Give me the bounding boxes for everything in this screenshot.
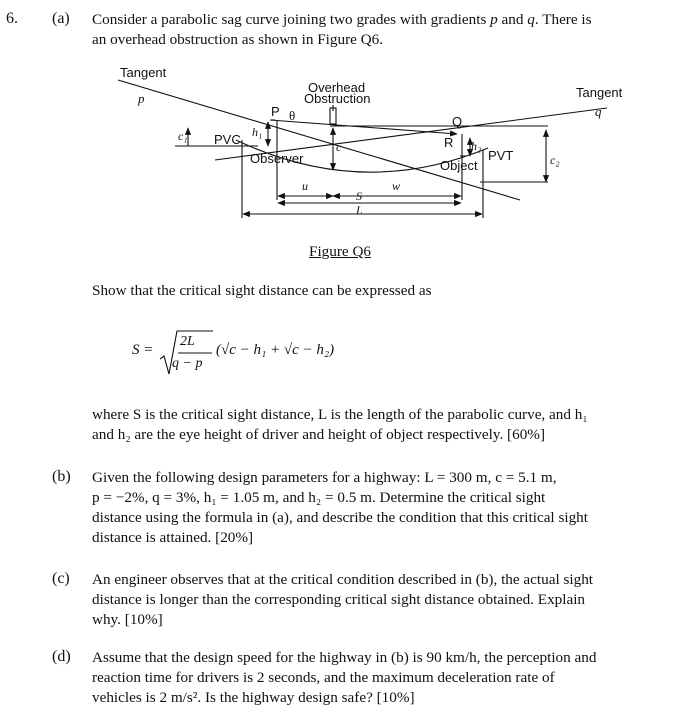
label-c1: c₁: [178, 129, 188, 143]
part-d-line3: vehicles is 2 m/s². Is the highway design safe? [10%]: [92, 689, 415, 706]
label-observer: Observer: [250, 151, 304, 166]
label-h1: h₁: [252, 125, 263, 139]
label-pvt: PVT: [488, 148, 514, 163]
part-b-line3: distance using the formula in (a), and describe the condition that this critical sight: [92, 509, 588, 526]
label-tangent-left: Tangent: [120, 65, 167, 80]
part-c-line1: An engineer observes that at the critical condition described in (b), the actual sight: [92, 571, 594, 588]
part-c-line3: why. [10%]: [92, 611, 163, 628]
formula-denominator: q − p: [172, 356, 203, 371]
label-L: L: [356, 203, 363, 217]
part-c-text: [92, 570, 662, 630]
label-u: u: [302, 179, 308, 193]
part-a-label: (a): [52, 10, 70, 27]
label-object: Object: [440, 158, 478, 173]
label-c: c: [336, 140, 342, 154]
part-b-text: [92, 468, 662, 548]
part-a-where-line1: where S is the critical sight distance, L is the length of the parabolic curve, and h₁: [92, 406, 588, 423]
part-a-where: [92, 405, 659, 445]
label-pvc: PVC: [214, 132, 241, 147]
part-d-line1: Assume that the design speed for the highway in (b) is 90 km/h, the perception and: [92, 649, 597, 666]
formula-numerator: 2L: [180, 334, 195, 349]
part-d-label: (d): [52, 648, 71, 665]
label-overhead: Overhead: [308, 80, 366, 95]
label-theta: θ: [289, 108, 296, 123]
label-obstruction: Obstruction: [304, 91, 371, 106]
part-d-text: [92, 648, 662, 708]
part-a-show-text: Show that the critical sight distance can be expressed as: [92, 282, 432, 299]
part-b-label: (b): [52, 468, 71, 485]
label-q: q: [595, 104, 602, 119]
label-P: P: [271, 104, 280, 119]
label-p: p: [138, 91, 145, 106]
part-c-line2: distance is longer than the corresponding critical sight distance obtained. Explain: [92, 591, 586, 608]
label-Q: Q: [452, 114, 463, 129]
formula: [132, 329, 392, 377]
label-S: S: [356, 189, 362, 203]
part-a-intro-line2: an overhead obstruction as shown in Figure Q6.: [92, 31, 384, 48]
part-b-line4: distance is attained. [20%]: [92, 529, 254, 546]
label-h2: h₂: [471, 139, 482, 153]
part-b-line2: p = −2%, q = 3%, h₁ = 1.05 m, and h₂ = 0.5 m. Determine the critical sight: [92, 489, 546, 506]
figure-q6: [0, 0, 693, 240]
part-a-intro-line1: Consider a parabolic sag curve joining two grades with gradients p and q. There is: [92, 11, 592, 28]
part-c-label: (c): [52, 570, 70, 587]
label-c2: c₂: [550, 153, 560, 167]
figure-caption: Figure Q6: [309, 243, 372, 260]
label-tangent-right: Tangent: [576, 85, 623, 100]
part-d-line2: reaction time for drivers is 2 seconds, and the maximum deceleration rate of: [92, 669, 555, 686]
formula-lhs: S =: [132, 342, 154, 358]
part-a-where-line2: and h₂ are the eye height of driver and height of object respectively. [60%]: [92, 426, 546, 443]
question-number: 6.: [6, 10, 18, 27]
label-w: w: [392, 179, 401, 193]
formula-bracket: (√c − h₁ + √c − h₂): [216, 342, 335, 358]
part-b-line1: Given the following design parameters for a highway: L = 300 m, c = 5.1 m,: [92, 469, 557, 486]
label-R: R: [444, 135, 454, 150]
sight-line: [270, 120, 457, 134]
